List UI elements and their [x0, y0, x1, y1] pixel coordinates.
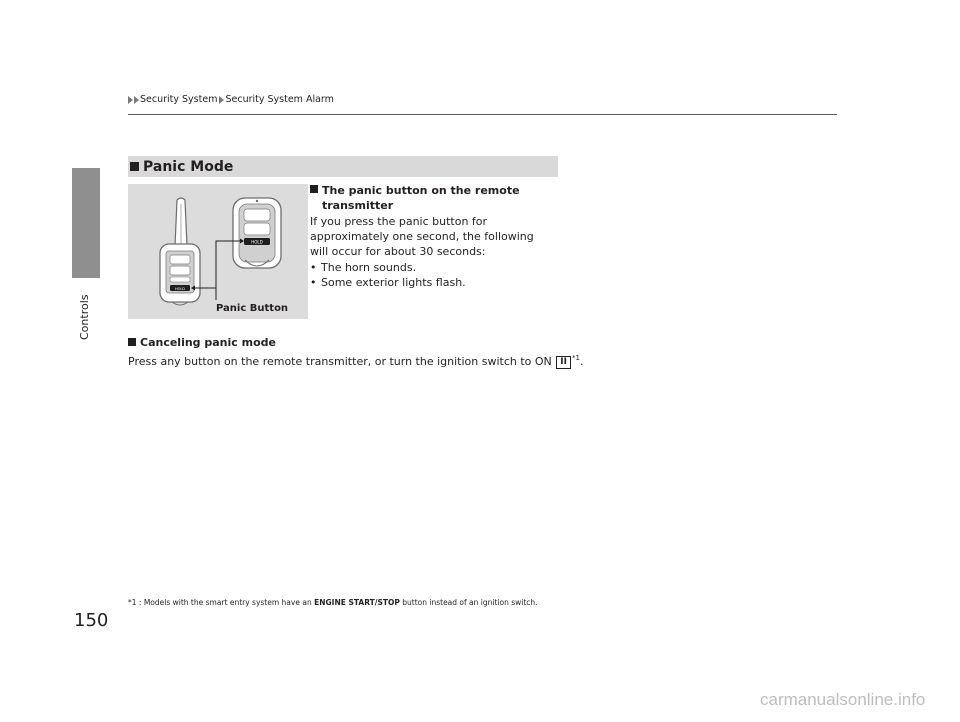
canceling-text-end: .	[579, 355, 584, 368]
chapter-tab	[72, 168, 100, 278]
left-fob-hold-label: HOLD	[174, 287, 186, 291]
remote-transmitter-illustration	[128, 184, 308, 319]
ignition-position-key: II	[556, 356, 571, 369]
footnote	[128, 598, 538, 607]
chapter-label	[72, 280, 100, 360]
list-item	[310, 260, 466, 275]
panic-button-heading-text: The panic button on the remote transmitter	[322, 184, 520, 212]
panic-button-description: If you press the panic button for approximately one second, the following will occur for about 30 seconds:	[310, 215, 534, 258]
footnote-text: Models with the smart entry system have an	[143, 598, 312, 607]
footnote-reference[interactable]: *1	[571, 354, 580, 362]
canceling-instructions	[128, 351, 583, 369]
footnote-marker: *1 :	[128, 598, 142, 607]
breadcrumb-arrow-icon	[134, 96, 139, 104]
panic-button-caption: Panic Button	[216, 303, 289, 314]
bullet-icon: •	[310, 276, 317, 289]
footnote-bold-text: ENGINE START/STOP	[314, 598, 400, 607]
header-rule	[128, 114, 837, 115]
right-fob-hold-label: HOLD	[251, 239, 263, 245]
list-item-text: Some exterior lights flash.	[321, 276, 466, 289]
page-number: 150	[74, 610, 109, 631]
subheading-square-icon	[128, 338, 136, 346]
list-item	[310, 275, 466, 290]
section-title: Panic Mode	[143, 158, 234, 175]
canceling-text: Press any button on the remote transmitter, or turn the ignition switch to ON	[128, 355, 552, 368]
breadcrumb-arrow-icon	[219, 96, 224, 104]
breadcrumb-item[interactable]: Security System	[140, 94, 218, 105]
breadcrumb-arrow-icon	[128, 96, 133, 104]
subheading-square-icon	[310, 185, 318, 193]
section-square-icon	[130, 162, 139, 171]
breadcrumb	[128, 94, 334, 105]
list-item-text: The horn sounds.	[321, 261, 417, 274]
panic-button-heading	[310, 183, 550, 213]
bullet-icon: •	[310, 261, 317, 274]
panic-effects-list	[310, 260, 466, 290]
canceling-heading-text: Canceling panic mode	[140, 336, 276, 349]
footnote-text-end: button instead of an ignition switch.	[402, 598, 538, 607]
chapter-label-text: Controls	[78, 294, 91, 340]
canceling-heading	[128, 336, 276, 349]
section-heading	[128, 156, 558, 177]
watermark: carmanualsonline.info	[760, 690, 926, 709]
breadcrumb-item[interactable]: Security System Alarm	[225, 94, 334, 105]
remote-transmitter-figure	[128, 184, 308, 319]
